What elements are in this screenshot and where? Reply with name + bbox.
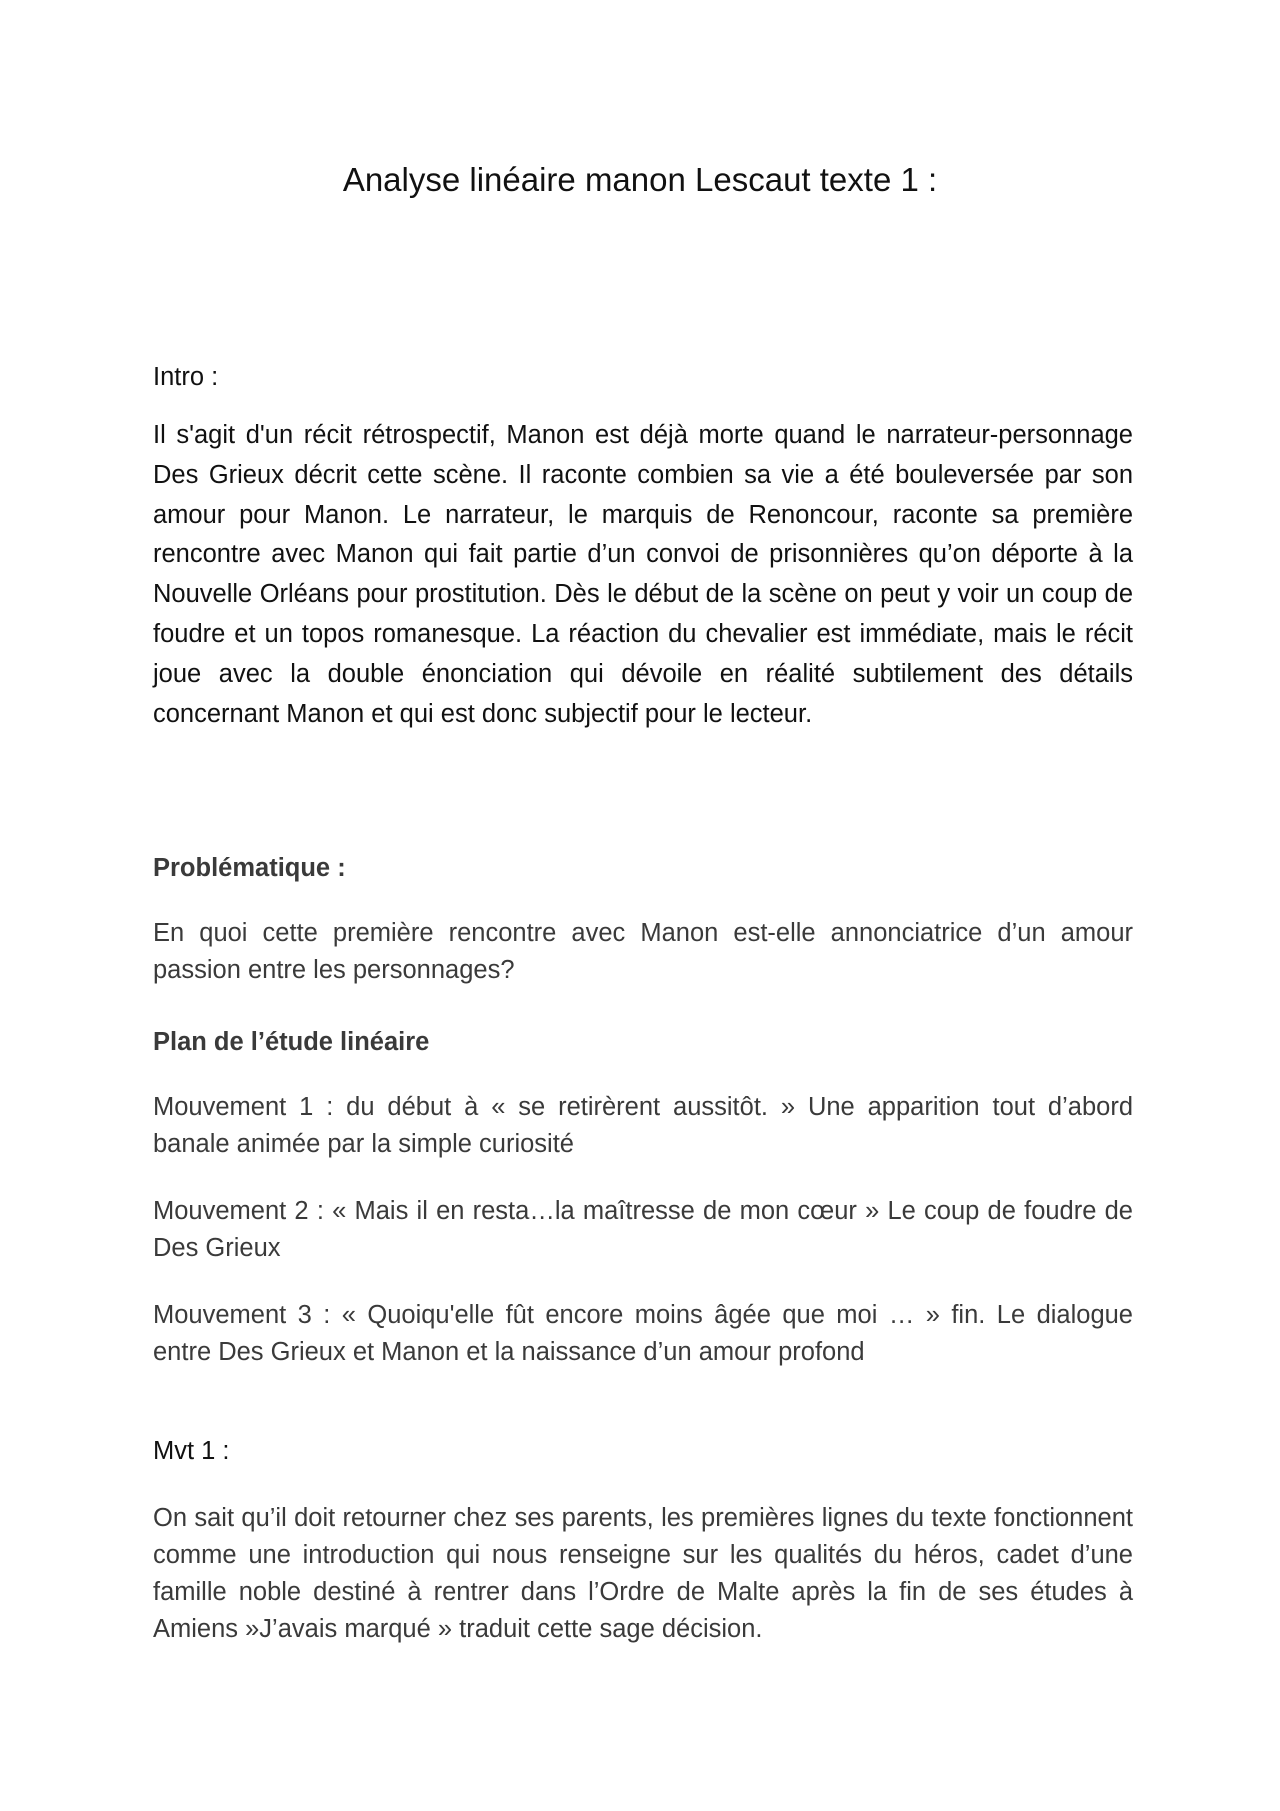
plan-mouvement-2: Mouvement 2 : « Mais il en resta…la maîtresse de mon cœur » Le coup de foudre de Des Grieux bbox=[153, 1197, 1133, 1262]
mvt1-paragraph: On sait qu’il doit retourner chez ses parents, les premières lignes du texte fonctionnent comme une introduction qui nous renseigne sur les qualités du héros, cadet d’une famille noble destiné à rentrer dans l’Ordre de Malte après la fin de ses études à Amiens »J’avais marqué » traduit cette sage décision. bbox=[153, 1504, 1133, 1643]
mvt1-label: Mvt 1 : bbox=[153, 1437, 230, 1465]
plan-mouvement-3: Mouvement 3 : « Quoiqu'elle fût encore moins âgée que moi … » fin. Le dialogue entre Des Grieux et Manon et la naissance d’un amour profond bbox=[153, 1301, 1133, 1366]
document-title: Analyse linéaire manon Lescaut texte 1 : bbox=[342, 161, 938, 198]
intro-paragraph: Il s'agit d'un récit rétrospectif, Manon est déjà morte quand le narrateur-personnage Des Grieux décrit cette scène. Il raconte combien sa vie a été bouleversée par son amour pour Manon. Le narrateur, le marquis de Renoncour, raconte sa première rencontre avec Manon qui fait partie d’un convoi de prisonnières qu’on déporte à la Nouvelle Orléans pour prostitution. Dès le début de la scène on peut y voir un coup de foudre et un topos romanesque. La réaction du chevalier est immédiate, mais le récit joue avec la double énonciation qui dévoile en réalité subtilement des détails concernant Manon et qui est donc subjectif pour le lecteur. bbox=[153, 421, 1133, 728]
problematique-label: Problématique : bbox=[153, 854, 346, 882]
problematique-paragraph: En quoi cette première rencontre avec Manon est-elle annonciatrice d’un amour passion entre les personnages? bbox=[153, 919, 1133, 984]
plan-mouvement-1: Mouvement 1 : du début à « se retirèrent aussitôt. » Une apparition tout d’abord banale animée par la simple curiosité bbox=[153, 1093, 1133, 1158]
plan-label: Plan de l’étude linéaire bbox=[153, 1028, 430, 1056]
intro-label: Intro : bbox=[153, 363, 219, 391]
